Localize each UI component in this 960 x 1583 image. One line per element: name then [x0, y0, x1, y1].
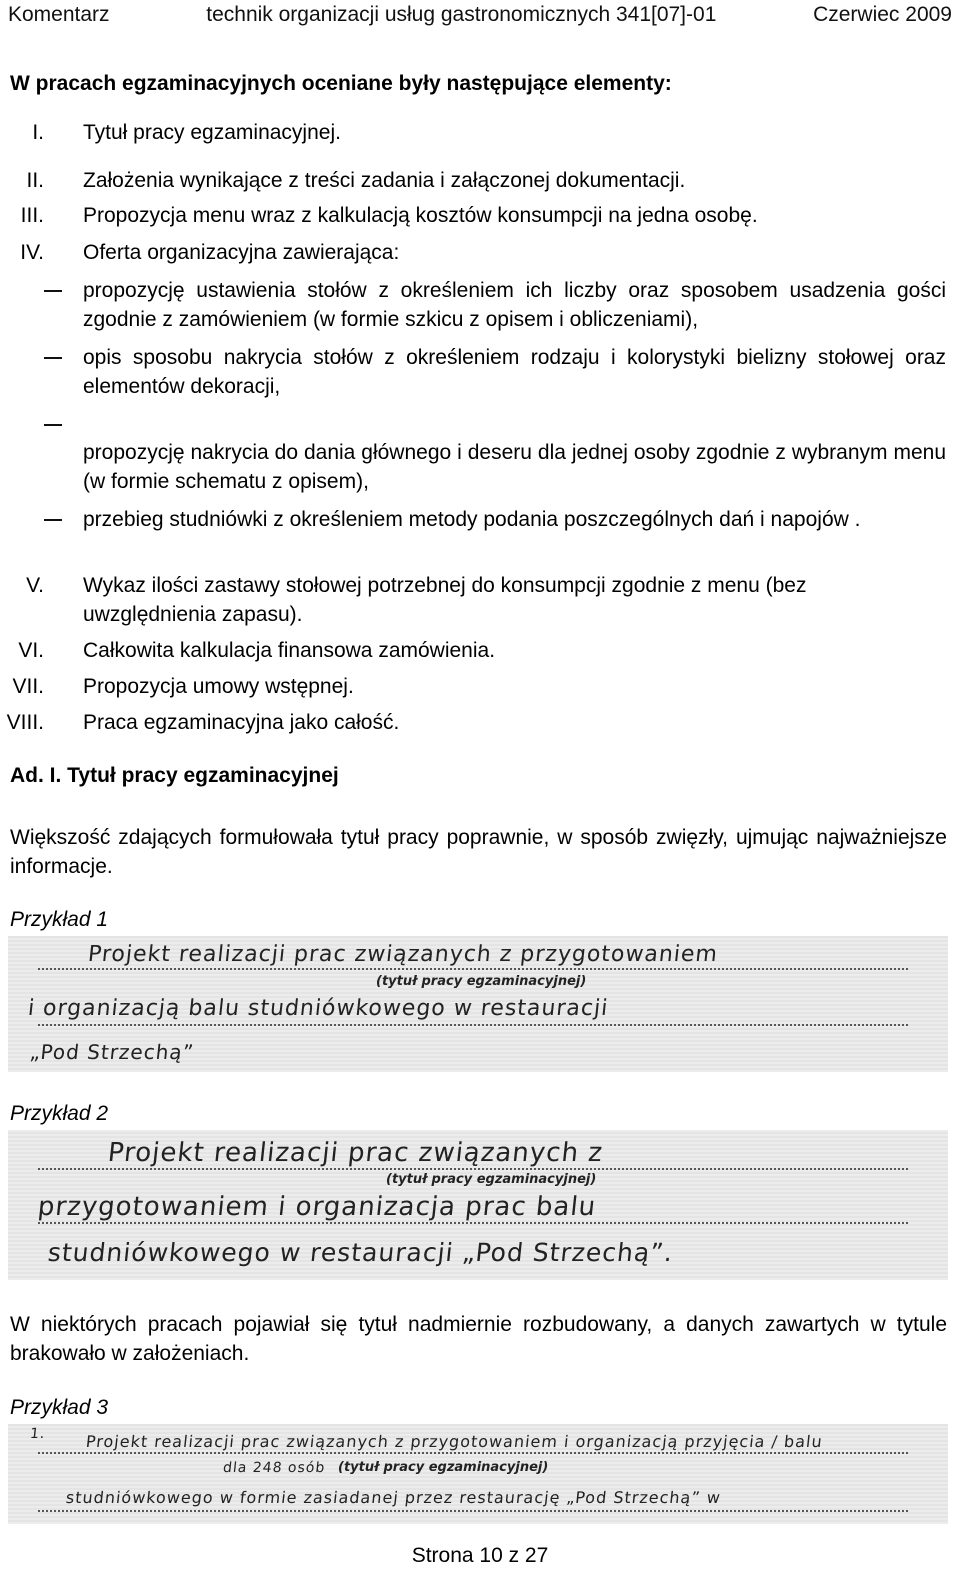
- list-number: I.: [32, 121, 44, 144]
- list-number: VI.: [18, 639, 44, 662]
- handwritten-scan: [8, 1130, 948, 1280]
- list-item: Propozycja menu wraz z kalkulacją kosztów konsumpcji na jedna osobę.: [83, 204, 758, 227]
- list-item: Całkowita kalkulacja finansowa zamówienia.: [83, 639, 496, 662]
- list-item: Propozycja umowy wstępnej.: [83, 675, 354, 698]
- page-number: Strona 10 z 27: [411, 1544, 549, 1567]
- list-number: III.: [20, 204, 44, 227]
- list-item: Praca egzaminacyjna jako całość.: [83, 711, 400, 734]
- dash-bullet: [44, 424, 62, 426]
- list-number: VII.: [12, 675, 44, 698]
- caption: (tytuł pracy egzaminacyjnej): [376, 974, 587, 989]
- sub-list-item: propozycję nakrycia do dania głównego i deseru dla jednej osoby zgodnie z wybranym menu (w formie schematu z opisem),: [83, 441, 946, 493]
- page-header: [8, 0, 952, 30]
- list-item: Tytuł pracy egzaminacyjnej.: [83, 121, 341, 144]
- handwritten-line: studniówkowego w restauracji „Pod Strzechą”.: [46, 1238, 675, 1267]
- list-number: IV.: [20, 241, 44, 264]
- list-number: VIII.: [6, 711, 44, 734]
- handwritten-line: Projekt realizacji prac związanych z: [106, 1138, 605, 1168]
- sub-list-item: propozycję ustawienia stołów z określeniem ich liczby oraz sposobem usadzenia gości zgodnie z zamówieniem (w formie szkicu z opisem i obliczeniami),: [83, 279, 946, 331]
- example-label: Przykład 1: [10, 908, 109, 931]
- handwritten-scan: [8, 936, 948, 1072]
- header-title: technik organizacji usług gastronomicznych 341[07]-01: [206, 3, 717, 26]
- dash-bullet: [44, 357, 62, 359]
- handwritten-line: dla 248 osób: [222, 1460, 327, 1476]
- list-number: II.: [26, 169, 44, 192]
- list-heading: W pracach egzaminacyjnych oceniane były następujące elementy:: [10, 72, 672, 95]
- paragraph: W niektórych pracach pojawiał się tytuł nadmiernie rozbudowany, a danych zawartych w tytule brakowało w założeniach.: [10, 1313, 947, 1365]
- caption: (tytuł pracy egzaminacyjnej): [386, 1172, 597, 1187]
- dash-bullet: [44, 519, 62, 521]
- handwritten-line: „Pod Strzechą”: [28, 1040, 196, 1064]
- sub-list-item: opis sposobu nakrycia stołów z określeniem rodzaju i kolorystyki bielizny stołowej oraz elementów dekoracji,: [83, 346, 946, 398]
- list-item: Wykaz ilości zastawy stołowej potrzebnej do konsumpcji zgodnie z menu (bez uwzględnienia zapasu).: [83, 574, 807, 626]
- header-label: Komentarz: [8, 3, 110, 26]
- handwritten-line: przygotowaniem i organizacja prac balu: [36, 1192, 598, 1222]
- handwritten-line: studniówkowego w formie zasiadanej przez restaurację „Pod Strzechą” w: [65, 1488, 722, 1507]
- example-label: Przykład 3: [10, 1396, 109, 1419]
- list-number: V.: [26, 574, 44, 597]
- dash-bullet: [44, 290, 62, 292]
- handwritten-scan: [8, 1424, 948, 1524]
- paragraph: Większość zdających formułowała tytuł pracy poprawnie, w sposób zwięzły, ujmując najważniejsze informacje.: [10, 826, 947, 878]
- list-item: Oferta organizacyjna zawierająca:: [83, 241, 400, 264]
- example-label: Przykład 2: [10, 1102, 109, 1125]
- sub-list-item: przebieg studniówki z określeniem metody podania poszczególnych dań i napojów .: [83, 508, 861, 531]
- handwritten-line: Projekt realizacji prac związanych z przygotowaniem i organizacją przyjęcia / balu: [85, 1432, 824, 1451]
- handwritten-line: 1.: [29, 1426, 47, 1442]
- header-date: Czerwiec 2009: [813, 3, 952, 26]
- list-item: Założenia wynikające z treści zadania i załączonej dokumentacji.: [83, 169, 686, 192]
- section-title: Ad. I. Tytuł pracy egzaminacyjnej: [10, 764, 339, 787]
- handwritten-line: i organizacją balu studniówkowego w restauracji: [26, 996, 610, 1021]
- caption: (tytuł pracy egzaminacyjnej): [338, 1460, 549, 1475]
- handwritten-line: Projekt realizacji prac związanych z przygotowaniem: [86, 942, 720, 967]
